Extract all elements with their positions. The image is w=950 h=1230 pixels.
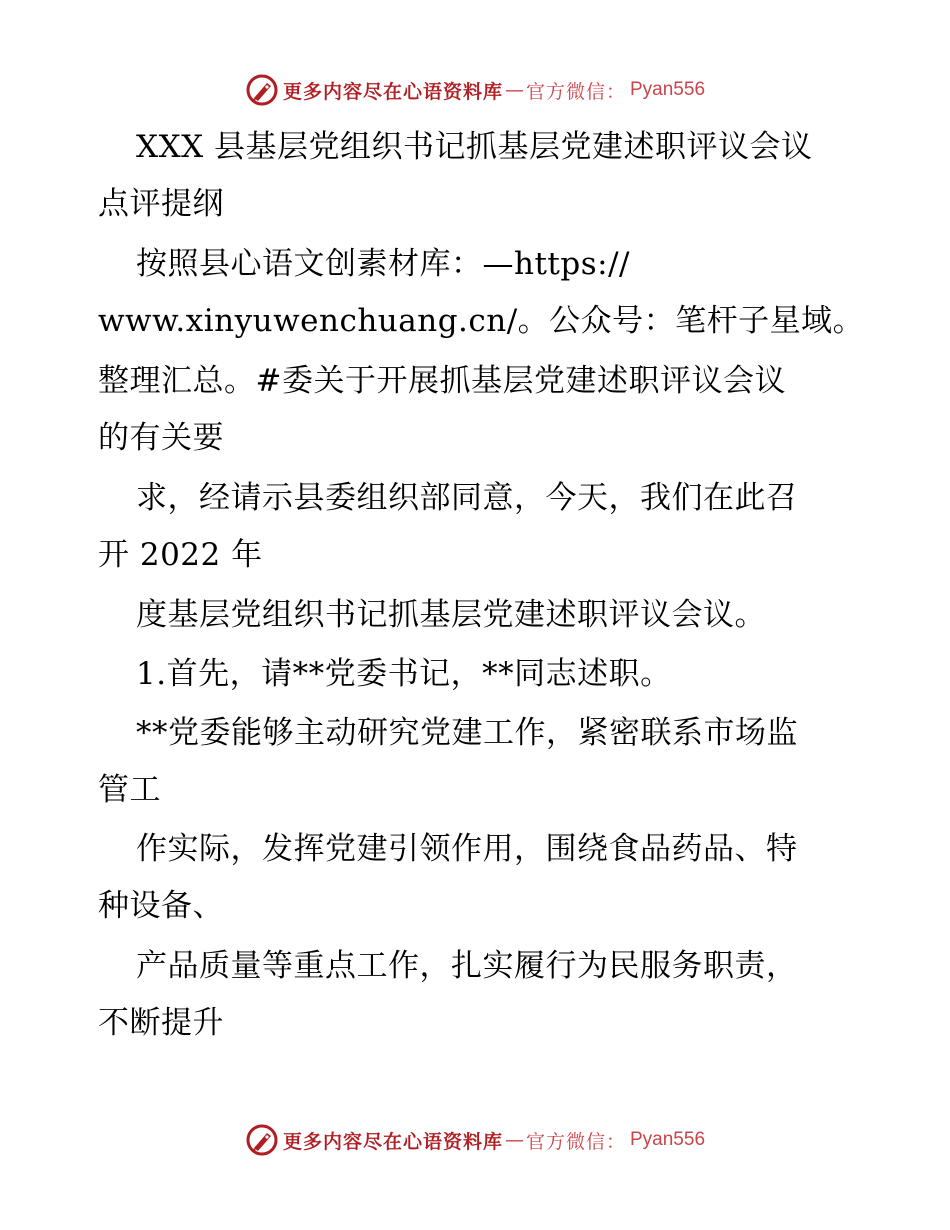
- watermark-separator: —: [504, 79, 524, 101]
- watermark-separator: —: [504, 1129, 524, 1151]
- doc-line: 1.首先，请**党委书记，**同志述职。: [136, 656, 672, 692]
- footer-watermark: [0, 1120, 950, 1160]
- pen-nib-logo-icon: [245, 73, 279, 107]
- doc-title-line-2: 点评提纲: [98, 186, 224, 222]
- header-watermark: [0, 70, 950, 110]
- watermark-brand-text: 更多内容尽在心语资料库: [282, 80, 503, 103]
- watermark-wechat-id: Pyan556: [630, 79, 706, 100]
- doc-line: 开 2022 年: [98, 537, 263, 573]
- watermark-wechat-id: Pyan556: [630, 1129, 706, 1150]
- doc-line: 整理汇总。#委关于开展抓基层党建述职评议会议: [98, 363, 786, 399]
- watermark-label: 官方微信：: [525, 80, 626, 103]
- watermark-brand-text: 更多内容尽在心语资料库: [282, 1130, 503, 1153]
- doc-line: 度基层党组织书记抓基层党建述职评议会议。: [136, 597, 766, 633]
- doc-line: 求，经请示县委组织部同意，今天，我们在此召: [136, 480, 798, 516]
- doc-line: www.xinyuwenchuang.cn/。公众号：笔杆子星域。: [98, 303, 865, 339]
- pen-nib-logo-icon: [245, 1123, 279, 1157]
- watermark-label: 官方微信：: [525, 1130, 626, 1153]
- doc-line: 产品质量等重点工作，扎实履行为民服务职责，: [136, 948, 798, 984]
- doc-title-line-1: XXX 县基层党组织书记抓基层党建述职评议会议: [136, 129, 813, 165]
- doc-line: 不断提升: [98, 1005, 224, 1041]
- doc-line: **党委能够主动研究党建工作，紧密联系市场监: [136, 715, 798, 751]
- doc-line: 种设备、: [98, 888, 224, 924]
- doc-line: 的有关要: [98, 420, 224, 456]
- doc-line: 作实际，发挥党建引领作用，围绕食品药品、特: [136, 831, 798, 867]
- doc-line: 按照县心语文创素材库：—https://: [136, 246, 630, 282]
- doc-line: 管工: [98, 772, 161, 808]
